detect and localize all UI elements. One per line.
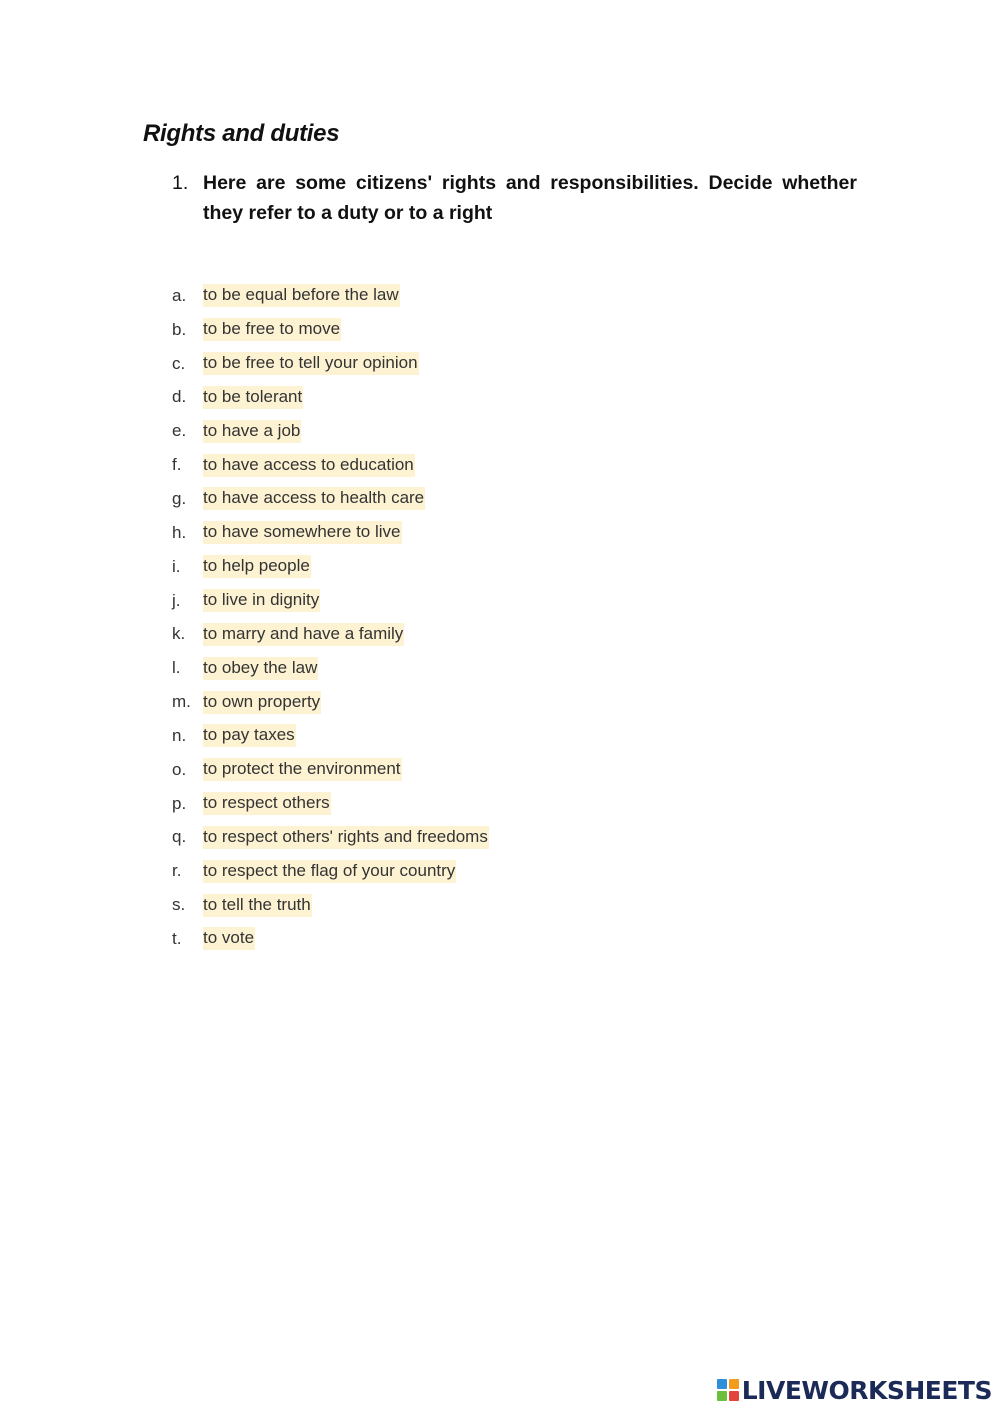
- logo-text: LIVEWORKSHEETS: [741, 1375, 992, 1405]
- list-item: [172, 313, 489, 347]
- item-text[interactable]: to obey the law: [203, 657, 318, 680]
- item-letter: l.: [172, 658, 181, 678]
- list-item: [172, 753, 489, 787]
- list-item: [172, 482, 489, 516]
- item-letter: r.: [172, 861, 182, 881]
- list-item: [172, 651, 489, 685]
- page-title: Rights and duties: [143, 120, 340, 147]
- list-item: [172, 448, 489, 482]
- item-letter: e.: [172, 421, 187, 441]
- item-text[interactable]: to marry and have a family: [203, 623, 404, 646]
- item-text[interactable]: to tell the truth: [203, 894, 312, 917]
- item-text[interactable]: to respect others: [203, 792, 331, 815]
- item-letter: p.: [172, 793, 187, 813]
- list-item: [172, 719, 489, 753]
- list-item: [172, 922, 489, 956]
- list-item: [172, 617, 489, 651]
- item-letter: f.: [172, 455, 182, 475]
- item-letter: g.: [172, 488, 187, 508]
- liveworksheets-logo: [717, 1375, 992, 1405]
- item-text[interactable]: to help people: [203, 555, 311, 578]
- item-letter: i.: [172, 556, 181, 576]
- item-letter: n.: [172, 725, 187, 745]
- list-item: [172, 550, 489, 584]
- list-item: [172, 685, 489, 719]
- list-item: [172, 414, 489, 448]
- liveworksheets-grid-icon: [717, 1379, 739, 1401]
- item-text[interactable]: to own property: [203, 691, 321, 714]
- list-item: [172, 888, 489, 922]
- rights-duties-list: [172, 279, 489, 956]
- item-letter: k.: [172, 624, 186, 644]
- item-letter: q.: [172, 827, 187, 847]
- item-text[interactable]: to have somewhere to live: [203, 521, 402, 544]
- instruction-number: 1.: [172, 172, 189, 194]
- item-text[interactable]: to be free to move: [203, 318, 341, 341]
- item-letter: o.: [172, 759, 187, 779]
- list-item: [172, 347, 489, 381]
- item-letter: h.: [172, 522, 187, 542]
- list-item: [172, 516, 489, 550]
- item-letter: s.: [172, 895, 186, 915]
- item-text[interactable]: to have access to education: [203, 454, 415, 477]
- list-item: [172, 787, 489, 821]
- item-text[interactable]: to have a job: [203, 420, 301, 443]
- instruction: [172, 168, 857, 228]
- list-item: [172, 584, 489, 618]
- item-text[interactable]: to be tolerant: [203, 386, 303, 409]
- list-item: [172, 279, 489, 313]
- item-letter: d.: [172, 387, 187, 407]
- item-text[interactable]: to respect the flag of your country: [203, 860, 456, 883]
- item-text[interactable]: to vote: [203, 927, 255, 950]
- item-text[interactable]: to respect others' rights and freedoms: [203, 826, 489, 849]
- list-item: [172, 381, 489, 415]
- list-item: [172, 821, 489, 855]
- item-letter: c.: [172, 353, 186, 373]
- instruction-text: Here are some citizens' rights and responsibilities. Decide whether they refer to a duty or to a right: [203, 172, 857, 224]
- item-letter: a.: [172, 285, 187, 305]
- item-text[interactable]: to pay taxes: [203, 724, 296, 747]
- item-text[interactable]: to be equal before the law: [203, 284, 400, 307]
- item-text[interactable]: to protect the environment: [203, 758, 402, 781]
- item-letter: t.: [172, 928, 182, 948]
- item-text[interactable]: to live in dignity: [203, 589, 320, 612]
- item-text[interactable]: to be free to tell your opinion: [203, 352, 419, 375]
- item-letter: j.: [172, 590, 181, 610]
- list-item: [172, 854, 489, 888]
- item-text[interactable]: to have access to health care: [203, 487, 425, 510]
- item-letter: b.: [172, 319, 187, 339]
- item-letter: m.: [172, 692, 191, 712]
